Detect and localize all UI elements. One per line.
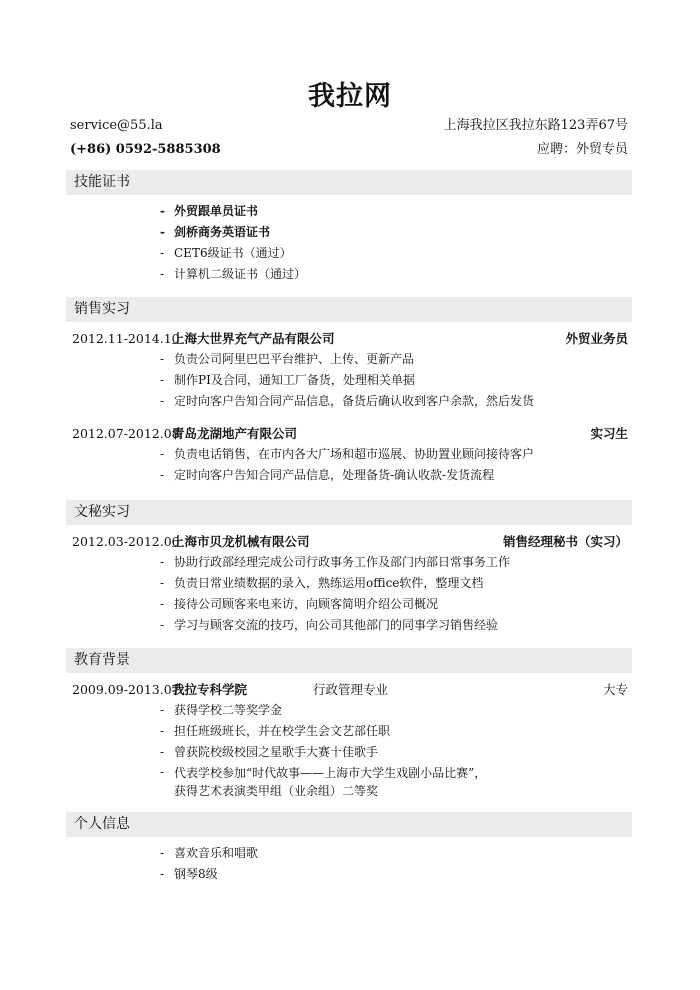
- list-item: - 制作PI及合同，通知工厂备货，处理相关单据: [160, 370, 632, 391]
- email-text: service@55.la: [70, 118, 163, 133]
- list-item: - 负责电话销售，在市内各大广场和超市巡展、协助置业顾问接待客户: [160, 444, 632, 465]
- entry-header: [66, 531, 632, 552]
- entry-org: 上海市贝龙机械有限公司: [172, 534, 310, 549]
- section-title-personal: 个人信息: [66, 812, 632, 837]
- entry-org: 上海大世界充气产品有限公司: [172, 331, 335, 346]
- list-item-line: 获得艺术表演类甲组（业余组）二等奖: [174, 784, 379, 798]
- list-item: - 接待公司顾客来电来访，向顾客简明介绍公司概况: [160, 594, 632, 615]
- entry-items: [66, 700, 632, 800]
- entry-header: [66, 679, 632, 700]
- list-item-line: - 代表学校参加“时代故事——上海市大学生戏剧小品比赛”，: [174, 766, 487, 780]
- list-item: - 学习与顾客交流的技巧，向公司其他部门的同事学习销售经验: [160, 615, 632, 636]
- entry-items: [66, 349, 632, 412]
- list-item: - 钢琴8级: [160, 864, 632, 885]
- entry-major: 行政管理专业: [313, 682, 389, 697]
- list-item: - 喜欢音乐和唱歌: [160, 843, 632, 864]
- skills-list: [66, 201, 632, 285]
- entry-org: 我拉专科学院: [172, 682, 248, 697]
- section-title-education: 教育背景: [66, 648, 632, 673]
- entry-role: 外贸业务员: [565, 331, 628, 346]
- entry-date: 2012.11-2014.10: [72, 331, 180, 346]
- position-text: 应聘：外贸专员: [536, 142, 628, 157]
- entry-role: 实习生: [590, 426, 628, 441]
- contact-left: [70, 114, 221, 162]
- section-title-secretary: 文秘实习: [66, 500, 632, 525]
- address-text: 上海我拉区我拉东路123弄67号: [443, 118, 628, 133]
- list-item: - 定时向客户告知合同产品信息，处理备货-确认收款-发货流程: [160, 465, 632, 486]
- phone-text: (+86) 0592-5885308: [70, 142, 221, 157]
- list-item: - 负责公司阿里巴巴平台维护、上传、更新产品: [160, 349, 632, 370]
- list-item: - 获得学校二等奖学金: [160, 700, 632, 721]
- list-item: - CET6级证书（通过）: [160, 243, 632, 264]
- list-item: - 担任班级班长，并在校学生会文艺部任职: [160, 721, 632, 742]
- list-item: - 剑桥商务英语证书: [160, 222, 632, 243]
- entry-items: [66, 444, 632, 486]
- skills-section: [66, 170, 632, 285]
- secretary-section: [66, 500, 632, 636]
- entry-degree: 大专: [602, 682, 628, 697]
- personal-section: [66, 812, 632, 885]
- list-item: - 计算机二级证书（通过）: [160, 264, 632, 285]
- entry-date: 2012.03-2012.06: [72, 534, 180, 549]
- contact-right: [444, 114, 628, 162]
- list-item: - 外贸跟单员证书: [160, 201, 632, 222]
- education-section: [66, 648, 632, 800]
- entry-role: 销售经理秘书（实习）: [502, 534, 628, 549]
- section-title-skills: 技能证书: [66, 170, 632, 195]
- entry-date: 2012.07-2012.08: [72, 426, 180, 441]
- entry-header: [66, 328, 632, 349]
- section-title-sales: 销售实习: [66, 297, 632, 322]
- entry-items: [66, 552, 632, 636]
- entry-header: [66, 423, 632, 444]
- list-item: - 定时向客户告知合同产品信息，备货后确认收到客户余款，然后发货: [160, 391, 632, 412]
- sales-section: [66, 297, 632, 486]
- resume-name: 我拉网: [308, 81, 392, 112]
- entry-org: 青岛龙湖地产有限公司: [172, 426, 298, 441]
- list-item: - 负责日常业绩数据的录入，熟练运用office软件，整理文档: [160, 573, 632, 594]
- list-item: - 曾获院校级校园之星歌手大赛十佳歌手: [160, 742, 632, 763]
- list-item: - 协助行政部经理完成公司行政事务工作及部门内部日常事务工作: [160, 552, 632, 573]
- personal-list: [66, 843, 632, 885]
- list-item: [160, 763, 632, 800]
- entry-date: 2009.09-2013.07: [72, 682, 180, 697]
